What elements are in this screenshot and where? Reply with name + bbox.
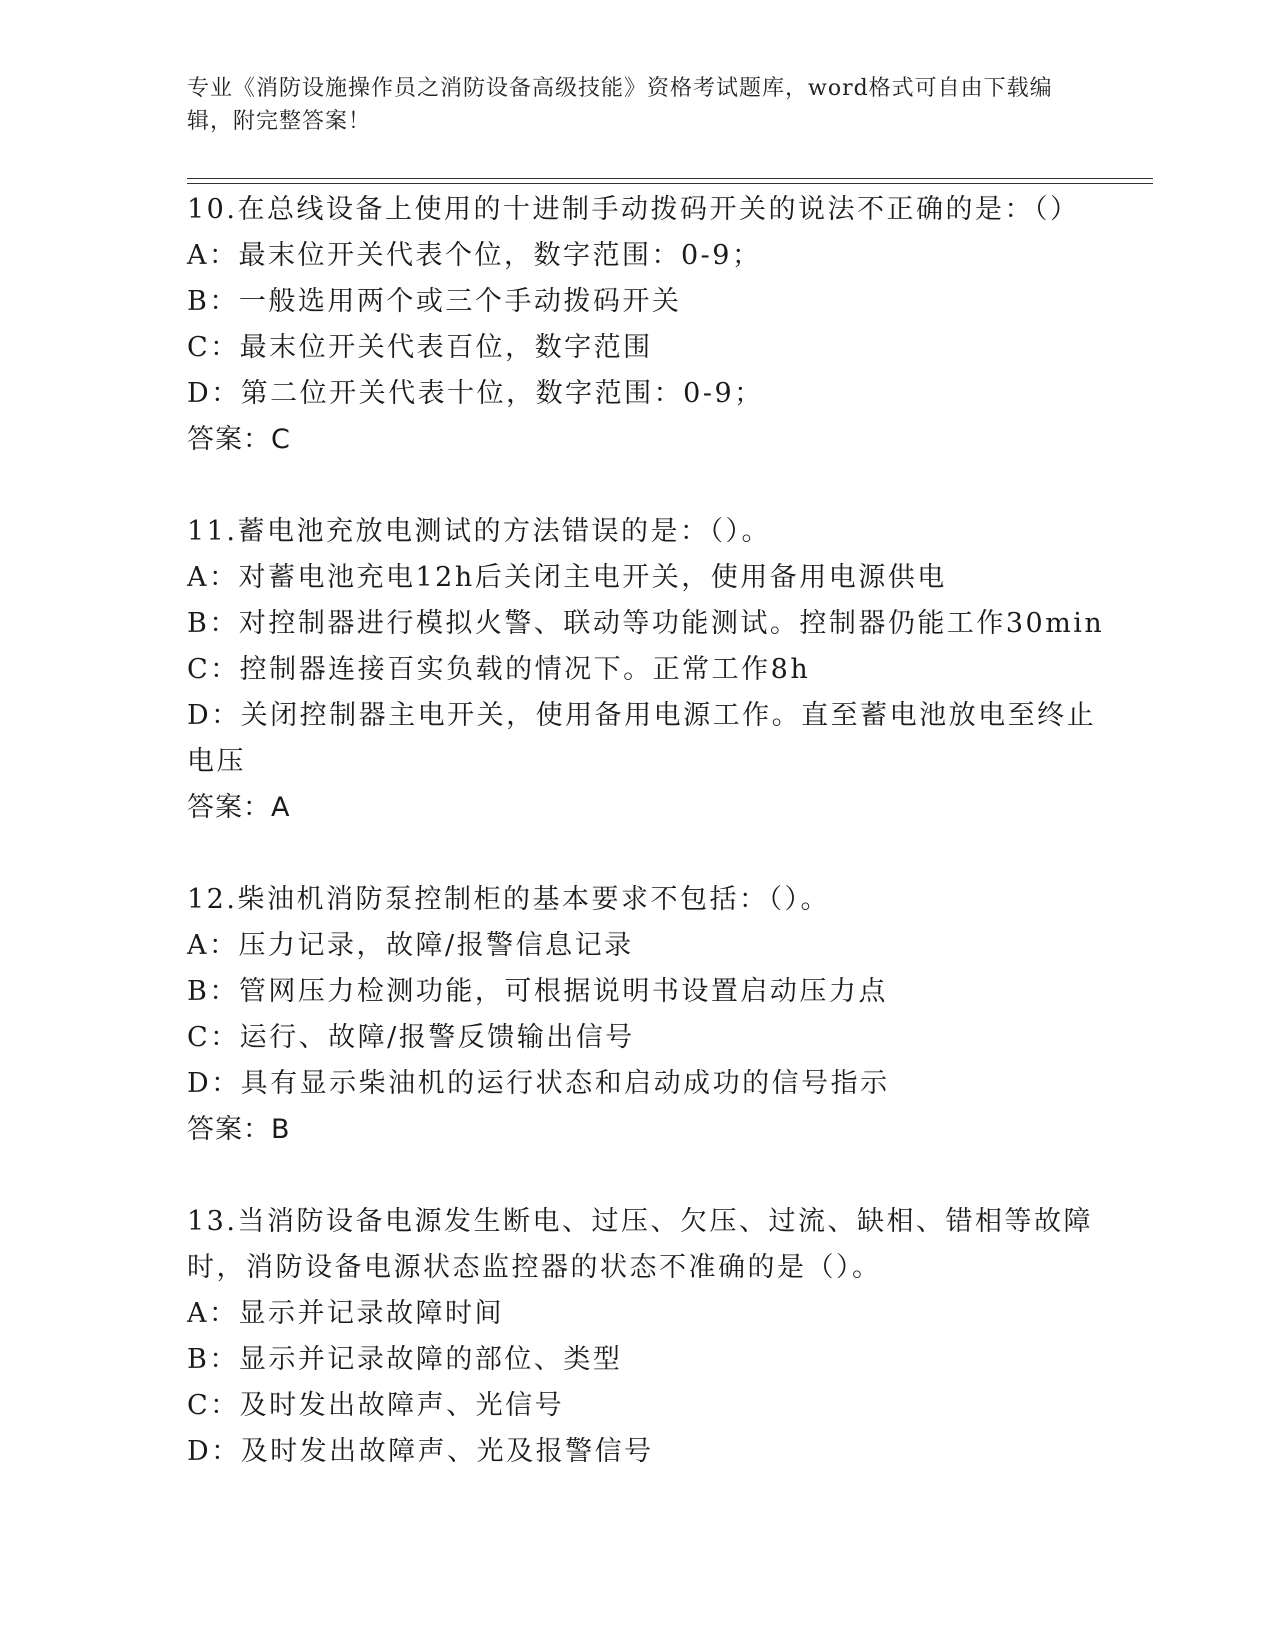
option-a: A：对蓄电池充电12h后关闭主电开关，使用备用电源供电 xyxy=(187,562,947,593)
question-11 xyxy=(187,509,1117,831)
option-c: C：及时发出故障声、光信号 xyxy=(187,1390,565,1421)
question-10 xyxy=(187,187,1117,463)
question-stem: 10.在总线设备上使用的十进制手动拨码开关的说法不正确的是：（） xyxy=(187,194,1080,225)
option-d: D：及时发出故障声、光及报警信号 xyxy=(187,1436,654,1467)
option-c: C：运行、故障/报警反馈输出信号 xyxy=(187,1022,635,1053)
option-b: B：管网压力检测功能，可根据说明书设置启动压力点 xyxy=(187,976,888,1007)
question-stem: 13.当消防设备电源发生断电、过压、欠压、过流、缺相、错相等故障时，消防设备电源状态监控器的状态不准确的是（）。 xyxy=(187,1206,1093,1283)
option-b: B：一般选用两个或三个手动拨码开关 xyxy=(187,286,682,317)
option-d: D：第二位开关代表十位，数字范围：0-9； xyxy=(187,378,764,409)
question-stem: 11.蓄电池充放电测试的方法错误的是：（）。 xyxy=(187,516,771,547)
header-divider-bottom xyxy=(187,183,1153,184)
question-list xyxy=(187,187,1117,1521)
option-b: B：对控制器进行模拟火警、联动等功能测试。控制器仍能工作30min xyxy=(187,608,1105,639)
option-a: A：显示并记录故障时间 xyxy=(187,1298,504,1329)
answer-label: 答案：A xyxy=(187,792,291,823)
document-header xyxy=(187,72,1087,138)
question-12 xyxy=(187,877,1117,1153)
option-a: A：最末位开关代表个位，数字范围：0-9； xyxy=(187,240,762,271)
option-d: D：关闭控制器主电开关，使用备用电源工作。直至蓄电池放电至终止电压 xyxy=(187,700,1097,777)
option-c: C：控制器连接百实负载的情况下。正常工作8h xyxy=(187,654,811,685)
option-b: B：显示并记录故障的部位、类型 xyxy=(187,1344,623,1375)
option-d: D：具有显示柴油机的运行状态和启动成功的信号指示 xyxy=(187,1068,890,1099)
option-c: C：最末位开关代表百位，数字范围 xyxy=(187,332,653,363)
header-text: 专业《消防设施操作员之消防设备高级技能》资格考试题库，word格式可自由下载编辑，附完整答案！ xyxy=(187,76,1053,134)
answer-label: 答案：C xyxy=(187,424,291,455)
option-a: A：压力记录，故障/报警信息记录 xyxy=(187,930,634,961)
answer-label: 答案：B xyxy=(187,1114,291,1145)
question-stem: 12.柴油机消防泵控制柜的基本要求不包括：（）。 xyxy=(187,884,830,915)
question-13 xyxy=(187,1199,1117,1475)
header-divider-top xyxy=(187,178,1153,179)
